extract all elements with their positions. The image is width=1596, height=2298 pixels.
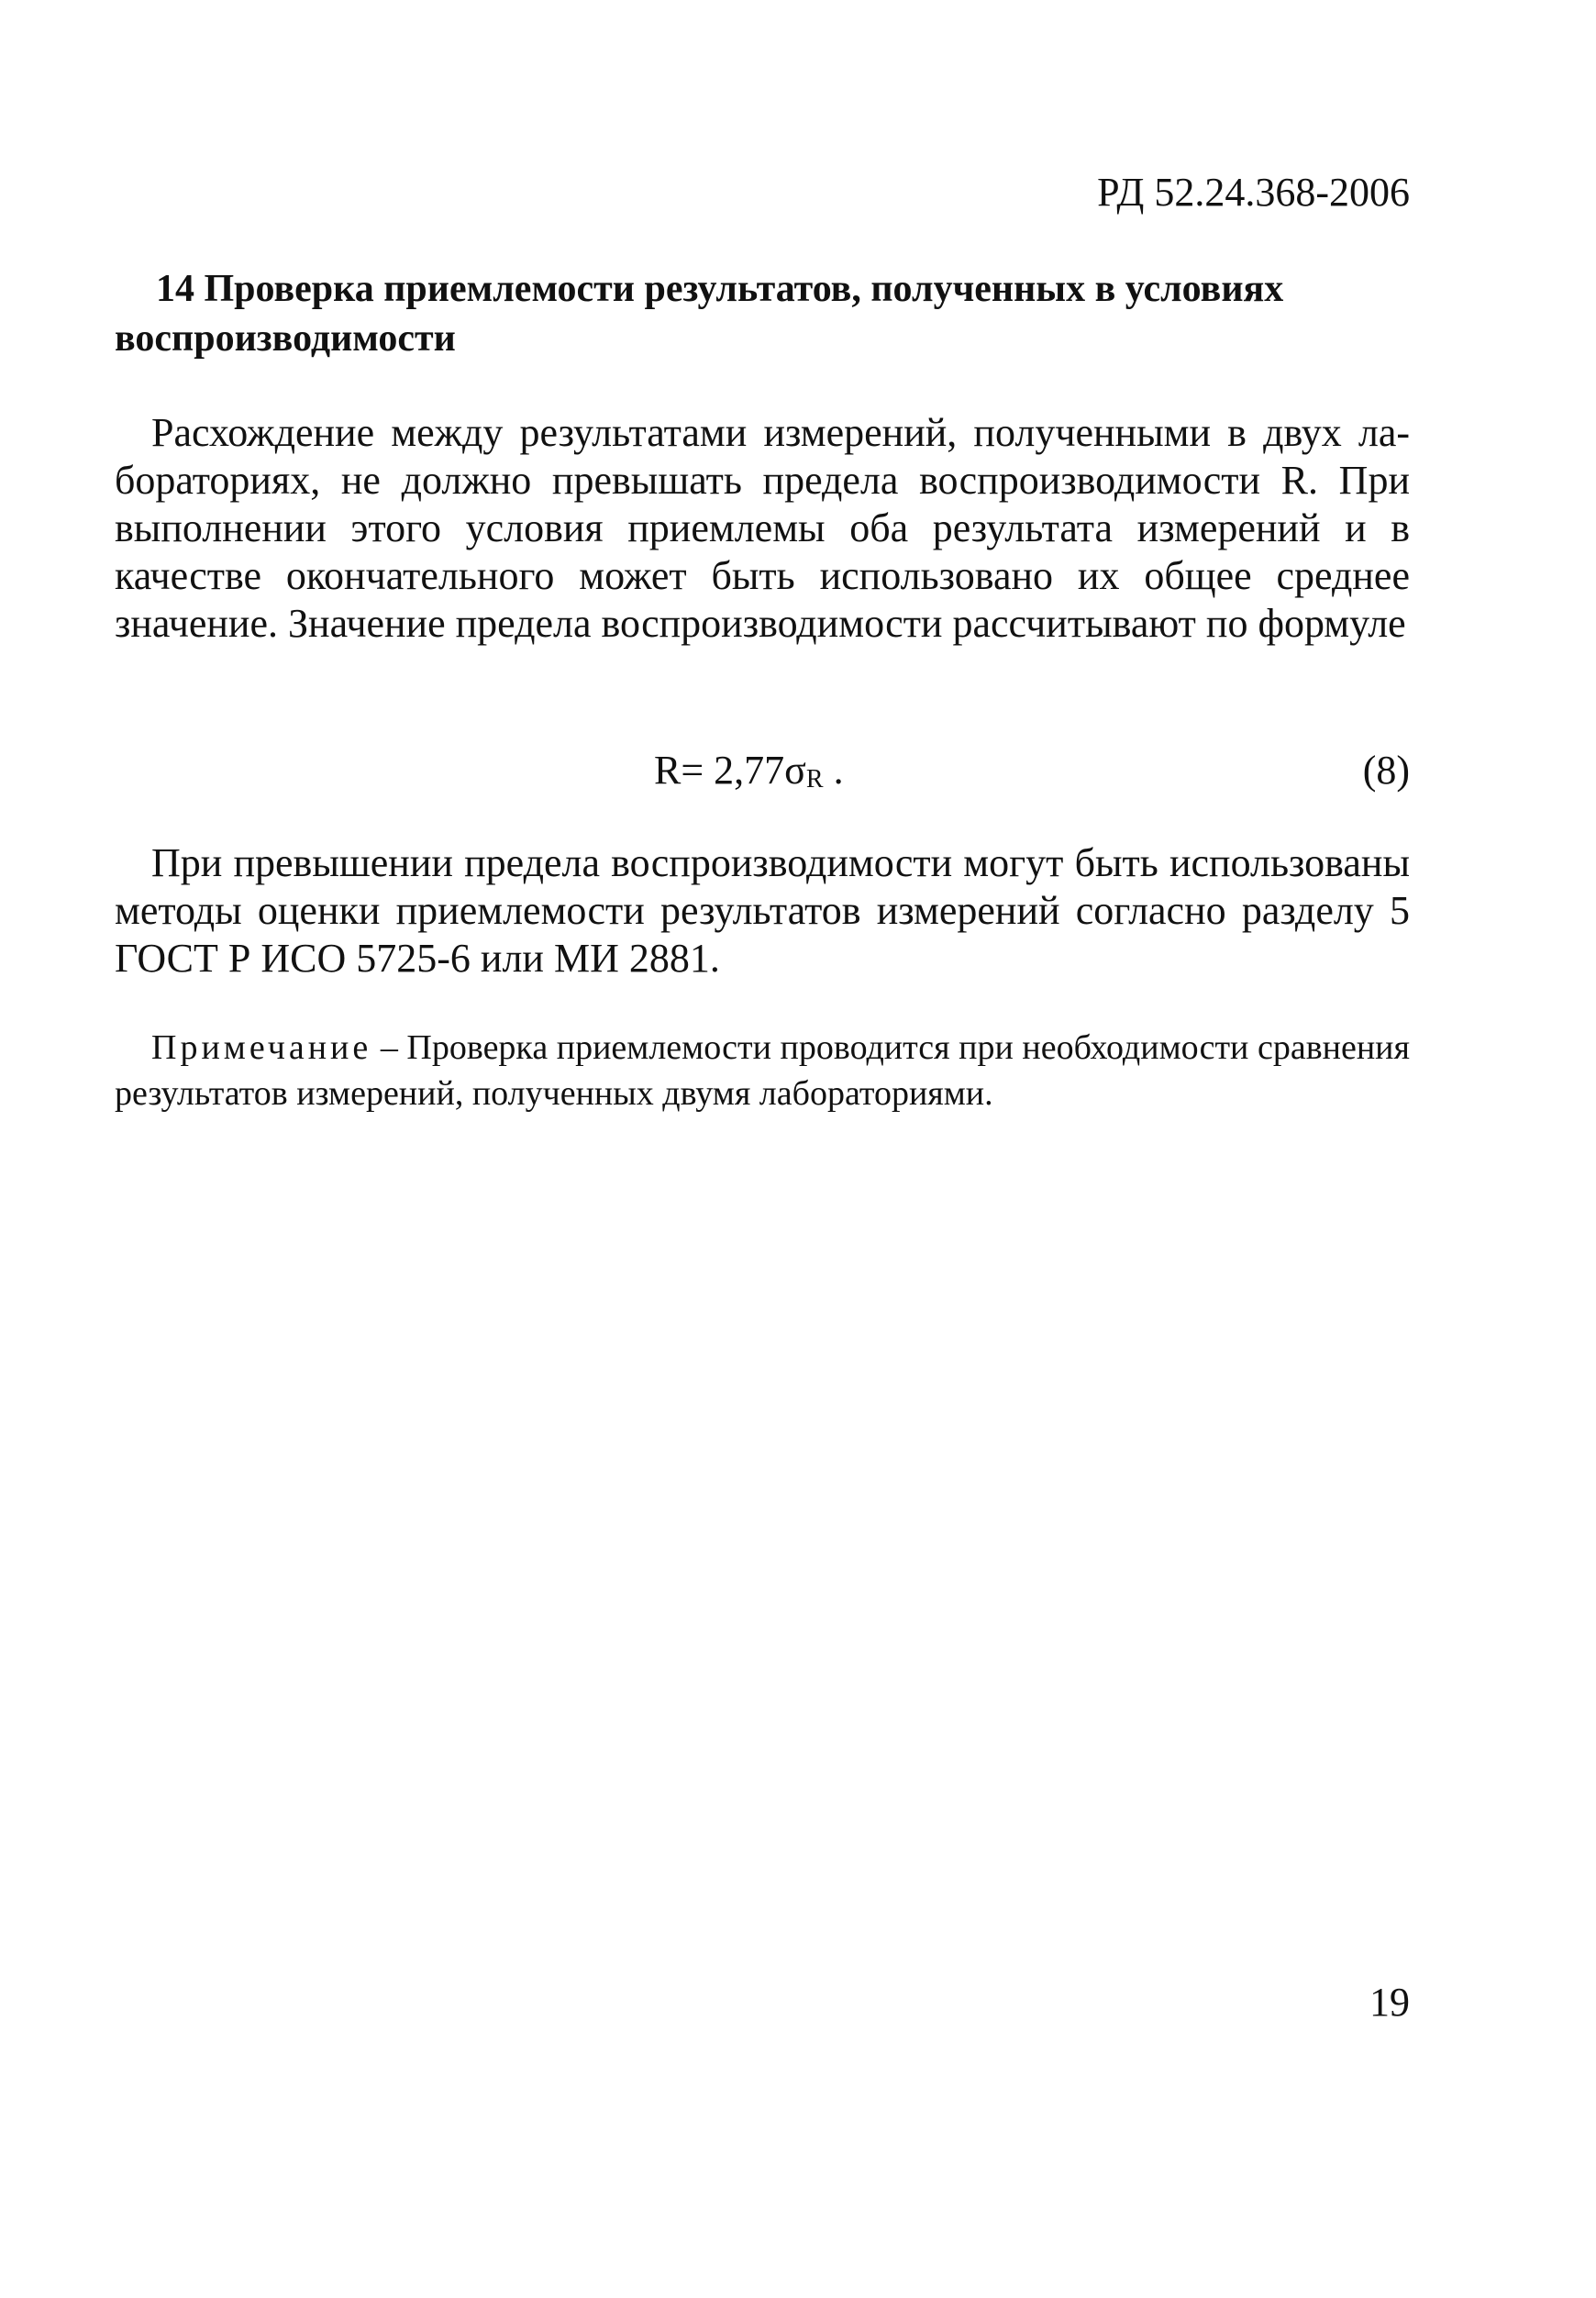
formula-lhs: R= 2,77σ [654, 748, 806, 793]
section-heading [115, 264, 1410, 363]
page-number: 19 [1369, 1980, 1410, 2025]
paragraph-reproducibility-limit [115, 409, 1410, 648]
document-code: РД 52.24.368-2006 [1097, 170, 1410, 215]
formula-subscript: R [805, 765, 824, 794]
formula-row [115, 743, 1410, 798]
note-text: – Проверка приемлемости проводится при необходимости сравнения результатов измерений, полученных двумя лабораториями. [115, 1028, 1410, 1113]
section-heading-line-1: 14 Проверка приемлемости результатов, полученных в условиях [156, 268, 1284, 310]
note [115, 1025, 1410, 1116]
section-heading-line-2: воспроизводимости [115, 317, 456, 360]
formula [654, 743, 844, 807]
formula-trail: . [823, 748, 844, 793]
paragraph-text: При превышении предела воспроизводимости могут быть использованы методы оценки приемлемости результатов измерений согласно разделу 5 ГОСТ Р ИСО 5725-6 или МИ 2881. [115, 840, 1410, 981]
note-label: Примечание [151, 1028, 372, 1067]
formula-number: (8) [1362, 748, 1410, 793]
paragraph-text: Расхождение между результатами измерений, полученными в двух лабораториях, не должно превышать предела воспроизводимости R. При выполнении этого условия приемлемы оба результата измерений и в качестве окончательного может быть использовано их общее среднее значение. Значение предела воспроизводимости рассчитывают по формуле [115, 410, 1410, 646]
paragraph-exceeding-limit [115, 839, 1410, 982]
